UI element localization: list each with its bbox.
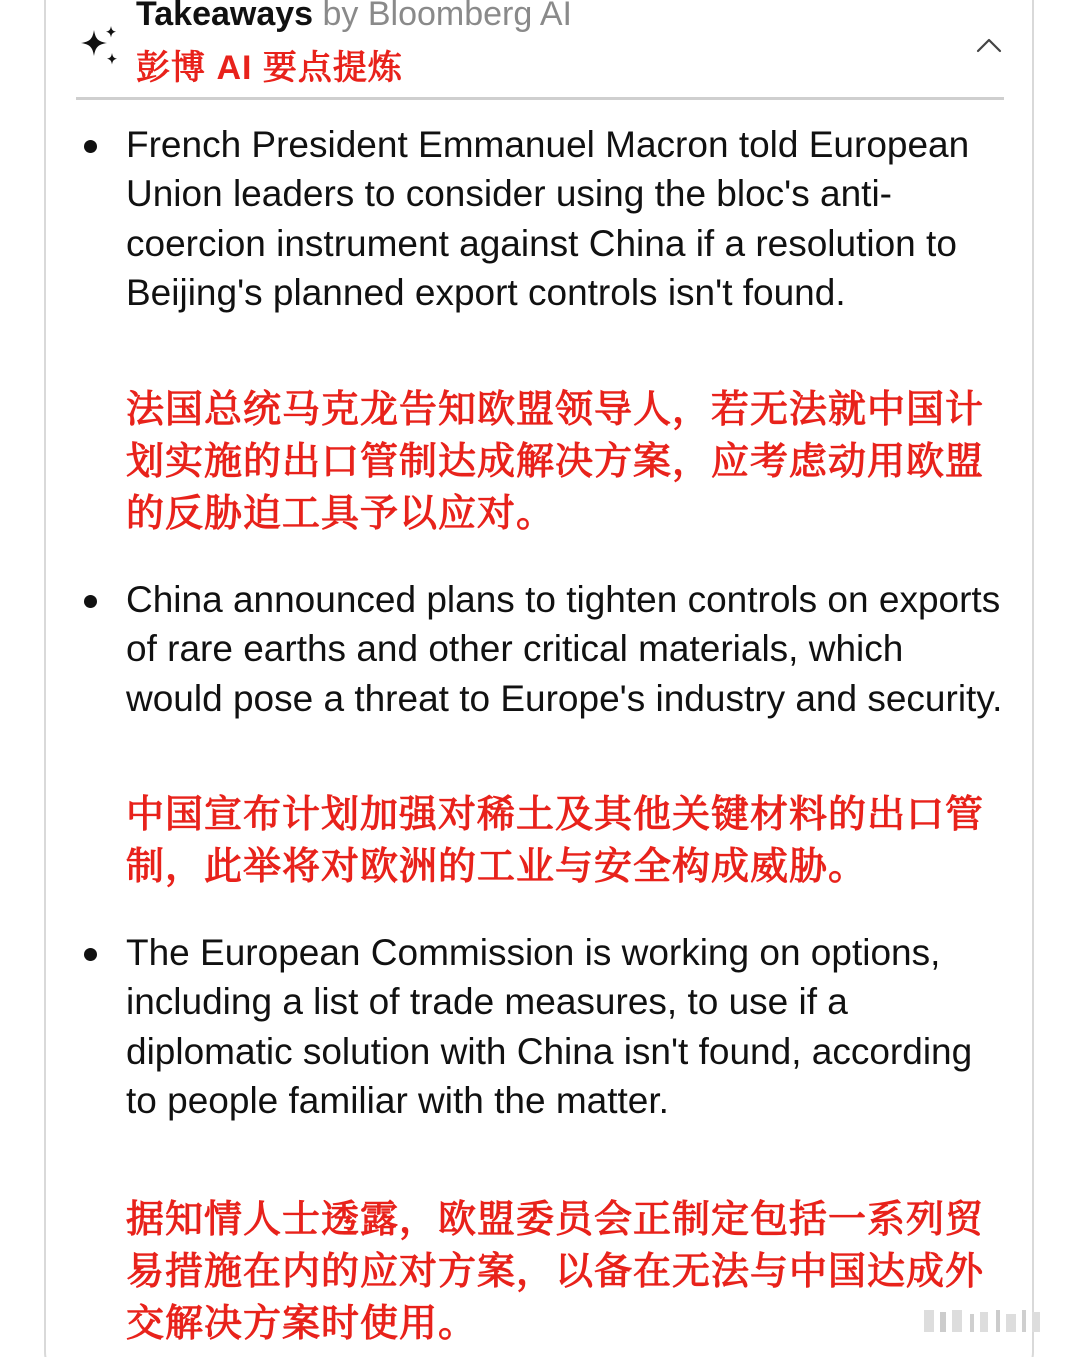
chevron-up-icon[interactable] xyxy=(974,32,1004,58)
title-strong: Takeaways xyxy=(136,0,314,33)
header-divider xyxy=(76,97,1004,100)
bullet-dot xyxy=(84,595,97,608)
watermark-mark xyxy=(920,1306,1060,1336)
takeaway-text-en: China announced plans to tighten controls on exports of rare earths and other critical materials, which would pose a threat to Europe's industry and security. xyxy=(126,579,1003,719)
panel-subtitle-zh: 彭博 AI 要点提炼 xyxy=(136,49,403,87)
panel-title xyxy=(136,0,572,36)
takeaway-text-zh: 据知情人士透露，欧盟委员会正制定包括一系列贸易措施在内的应对方案，以备在无法与中国达成外交解决方案时使用。 xyxy=(126,1199,985,1345)
takeaway-text-en: French President Emmanuel Macron told European Union leaders to consider using the bloc's anti-coercion instrument against China if a resolution to Beijing's planned export controls isn't found. xyxy=(126,124,970,313)
takeaway-text-zh: 法国总统马克龙告知欧盟领导人，若无法就中国计划实施的出口管制达成解决方案，应考虑动用欧盟的反胁迫工具予以应对。 xyxy=(126,389,985,535)
takeaway-text-zh: 中国宣布计划加强对稀土及其他关键材料的出口管制，此举将对欧洲的工业与安全构成威胁。 xyxy=(126,794,985,888)
title-source: by Bloomberg AI xyxy=(313,0,572,33)
takeaways-header xyxy=(0,0,1080,100)
takeaway-text-en: The European Commission is working on options, including a list of trade measures, to use if a diplomatic solution with China isn't found, according to people familiar with the matter. xyxy=(126,932,973,1121)
bullet-dot xyxy=(84,948,97,961)
bullet-dot xyxy=(84,140,97,153)
sparkle-icon xyxy=(76,24,122,70)
